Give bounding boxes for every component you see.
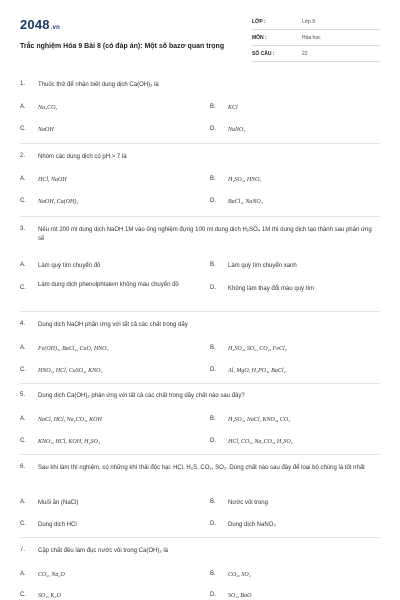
option-text: KCl — [228, 105, 238, 111]
question — [20, 321, 382, 381]
question-text: Sau khi làm thí nghiệm, có những khí thải độc hại: HCl, H₂S, CO₂, SO₂. Dùng chất nào sau đây để loại bỏ chúng là tốt nhất — [38, 465, 365, 471]
option-letter: C. — [20, 592, 26, 598]
option-letter: B. — [210, 416, 216, 422]
option-letter: A. — [20, 416, 26, 422]
meta-value: 22 — [302, 51, 308, 57]
option-text: Nước vôi trong — [228, 500, 268, 506]
option-text: Muối ăn (NaCl) — [38, 500, 79, 506]
option-letter: C. — [20, 367, 26, 373]
option-text: H₂SO₄, SO₂, CO₂, FeCl₂ — [228, 346, 287, 352]
option-letter: C. — [20, 126, 26, 132]
question-number: 1. — [20, 81, 26, 87]
option-text: KNO₃, HCl, KOH, H₂SO₄ — [38, 439, 100, 445]
question-divider — [20, 311, 380, 312]
option-letter: C. — [20, 521, 26, 527]
question-number: 2. — [20, 153, 26, 159]
option-letter: D. — [210, 592, 216, 598]
quiz-meta — [252, 16, 380, 64]
option-text: H₂SO₄, NaCl, KNO₃, CO₂ — [228, 417, 291, 423]
option-letter: B. — [210, 262, 216, 268]
question-text: Dung dịch NaOH phản ứng với tất cả các chất trong dãy — [38, 322, 188, 328]
option-text: H₂SO₄, HNO₃ — [228, 177, 262, 183]
question — [20, 547, 382, 600]
option-text: Không làm thay đổi màu quỳ tím — [228, 286, 315, 292]
question-text: Nhóm các dung dịch có pH > 7 là — [38, 154, 127, 160]
option-text: Dung dịch HCl — [38, 522, 77, 528]
option-letter: B. — [210, 345, 216, 351]
option-letter: D. — [210, 521, 216, 527]
option-letter: D. — [210, 438, 216, 444]
option-letter: D. — [210, 285, 216, 291]
option-letter: C. — [20, 438, 26, 444]
option-text: NaNO₃ — [228, 127, 246, 133]
question-number: 4. — [20, 321, 26, 327]
option-letter: B. — [210, 499, 216, 505]
meta-value: Hóa học — [302, 35, 321, 41]
option-letter: B. — [210, 104, 216, 110]
meta-value: Lớp 9 — [302, 19, 316, 25]
meta-label: MÔN : — [252, 35, 267, 41]
logo-suffix: .vn — [50, 25, 61, 31]
option-text: SO₂, K₂O — [38, 593, 61, 599]
site-logo[interactable] — [20, 17, 60, 32]
option-letter: B. — [210, 176, 216, 182]
meta-label: SỐ CÂU : — [252, 51, 275, 57]
question — [20, 392, 382, 452]
option-text: BaCl₂, NaNO₃ — [228, 199, 263, 205]
meta-row-count — [252, 48, 380, 62]
option-letter: A. — [20, 345, 26, 351]
option-text: Làm quỳ tím chuyển xanh — [228, 263, 297, 269]
option-letter: D. — [210, 367, 216, 373]
option-letter: C. — [20, 285, 26, 291]
question-divider — [20, 143, 380, 144]
option-text: Làm dung dịch phenolphtalein không màu chuyển đỏ — [38, 282, 179, 288]
question-number: 3. — [20, 226, 26, 232]
meta-label: LỚP : — [252, 19, 266, 25]
page-header — [20, 12, 380, 64]
question-number: 5. — [20, 392, 26, 398]
option-letter: A. — [20, 499, 26, 505]
question-text: Dung dịch Ca(OH)₂ phản ứng với tất cả các chất trong dãy chất nào sau đây? — [38, 393, 245, 399]
option-text: HNO₃, HCl, CuSO₄, KNO₃ — [38, 368, 103, 374]
question-text: Cặp chất đều làm đục nước vôi trong Ca(OH)₂ là — [38, 548, 169, 554]
option-text: NaCl, HCl, Na₂CO₃, KOH — [38, 417, 102, 423]
question — [20, 81, 382, 141]
meta-row-class — [252, 16, 380, 30]
option-letter: A. — [20, 571, 26, 577]
meta-row-subject — [252, 32, 380, 46]
option-text: Na₂CO₃ — [38, 105, 58, 111]
option-letter: C. — [20, 198, 26, 204]
option-text: Dung dịch NaNO₃ — [228, 522, 276, 528]
option-letter: A. — [20, 262, 26, 268]
question — [20, 153, 382, 213]
option-letter: A. — [20, 104, 26, 110]
option-text: SO₂, BaO — [228, 593, 252, 599]
option-text: HCl, NaOH — [38, 177, 67, 183]
question — [20, 464, 382, 534]
option-letter: D. — [210, 126, 216, 132]
option-text: CO₂, Na₂O — [38, 572, 65, 578]
question-divider — [20, 216, 380, 217]
option-text: NaOH — [38, 127, 54, 133]
option-text: NaOH, Ca(OH)₂ — [38, 199, 79, 205]
option-letter: D. — [210, 198, 216, 204]
question-divider — [20, 537, 380, 538]
question-divider — [20, 383, 380, 384]
option-text: Fe(OH)₃, BaCl₂, CuO, HNO₃ — [38, 346, 109, 352]
logo-text: 2048 — [20, 17, 50, 32]
question-divider — [20, 454, 380, 455]
option-text: Al, MgO, H₃PO₄, BaCl₂ — [228, 368, 286, 374]
option-text: CO₂, SO₂ — [228, 572, 251, 578]
question-number: 6. — [20, 464, 26, 470]
question-number: 7. — [20, 547, 26, 553]
option-letter: B. — [210, 571, 216, 577]
option-letter: A. — [20, 176, 26, 182]
option-text: HCl, CO₂, Na₂CO₃, H₂SO₄ — [228, 439, 293, 445]
option-text: Làm quỳ tím chuyển đỏ — [38, 263, 101, 269]
question-text: Nếu rót 200 ml dung dịch NaOH 1M vào ống nghiệm đựng 100 ml dung dịch H₂SO₄ 1M thì dung dịch tạo thành sau phản ứng sẽ — [38, 227, 372, 242]
page-title: Trắc nghiệm Hóa 9 Bài 8 (có đáp án): Một số bazơ quan trọng — [20, 43, 225, 50]
question — [20, 226, 382, 304]
question-text: Thuốc thử để nhận biết dung dịch Ca(OH)₂ là — [38, 82, 159, 88]
